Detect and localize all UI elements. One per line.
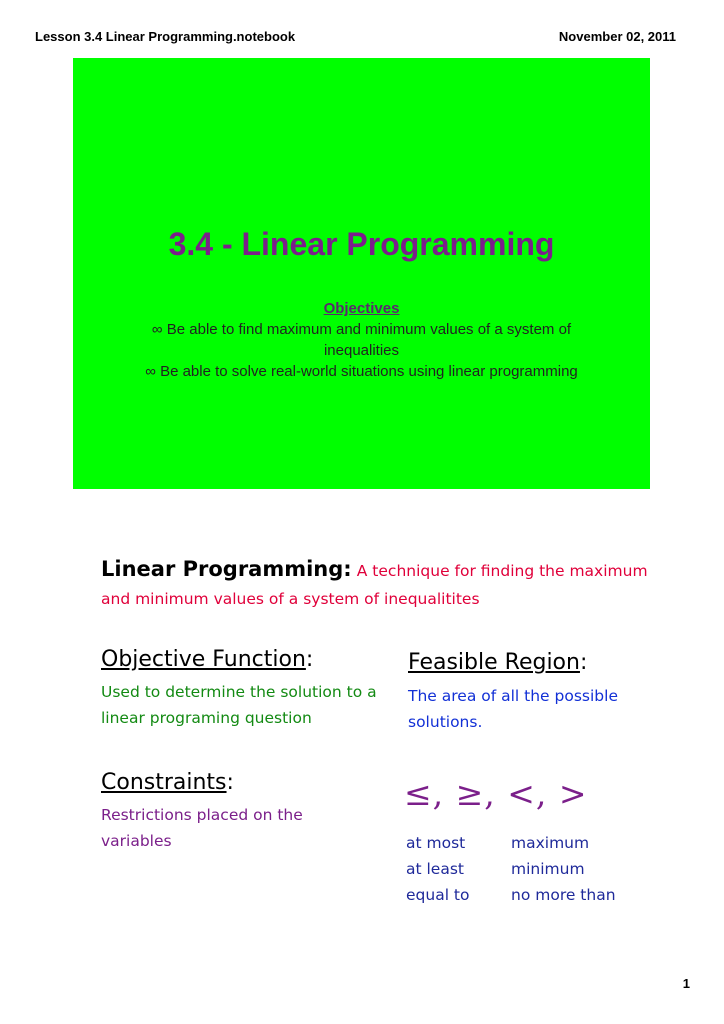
keyword: minimum (511, 860, 585, 878)
feasible-region-colon: : (579, 650, 588, 675)
linear-programming-text: A technique for finding the maximum and minimum values of a system of inequalitites (101, 562, 648, 608)
notebook-title: Lesson 3.4 Linear Programming.notebook (35, 29, 296, 44)
keywords-right-column (511, 830, 616, 908)
objective-function-colon: : (305, 647, 314, 672)
feasible-region-label: Feasible Region (408, 650, 580, 675)
date: November 02, 2011 (558, 29, 676, 44)
objectives-block (113, 298, 610, 382)
objective-item: ∞ Be able to solve real-world situations using linear programming (145, 363, 578, 380)
keywords-left-column (406, 830, 470, 908)
keyword: at most (406, 834, 466, 852)
objective-function-label: Objective Function (101, 647, 306, 672)
keyword: no more than (511, 886, 616, 904)
constraints-term (101, 770, 234, 795)
objective-function-term (101, 647, 313, 672)
objectives-heading: Objectives (323, 300, 400, 317)
constraints-definition: Restrictions placed on the variables (101, 806, 303, 850)
page-number: 1 (682, 976, 690, 991)
feasible-region-definition: The area of all the possible solutions. (408, 687, 618, 731)
inequality-symbols: ≤, ≥, <, > (404, 774, 588, 813)
constraints-colon: : (226, 770, 234, 795)
slide-title: 3.4 - Linear Programming (168, 226, 555, 262)
keyword: maximum (511, 834, 590, 852)
title-slide (73, 58, 650, 489)
keyword: at least (406, 860, 464, 878)
linear-programming-term: Linear Programming: (101, 557, 352, 581)
objective-function-definition: Used to determine the solution to a linear programing question (101, 683, 377, 727)
objective-item: ∞ Be able to find maximum and minimum values of a system of inequalities (151, 321, 572, 359)
keyword: equal to (406, 886, 470, 904)
feasible-region-term (408, 650, 587, 675)
linear-programming-definition (101, 555, 661, 613)
constraints-label: Constraints (101, 770, 227, 795)
